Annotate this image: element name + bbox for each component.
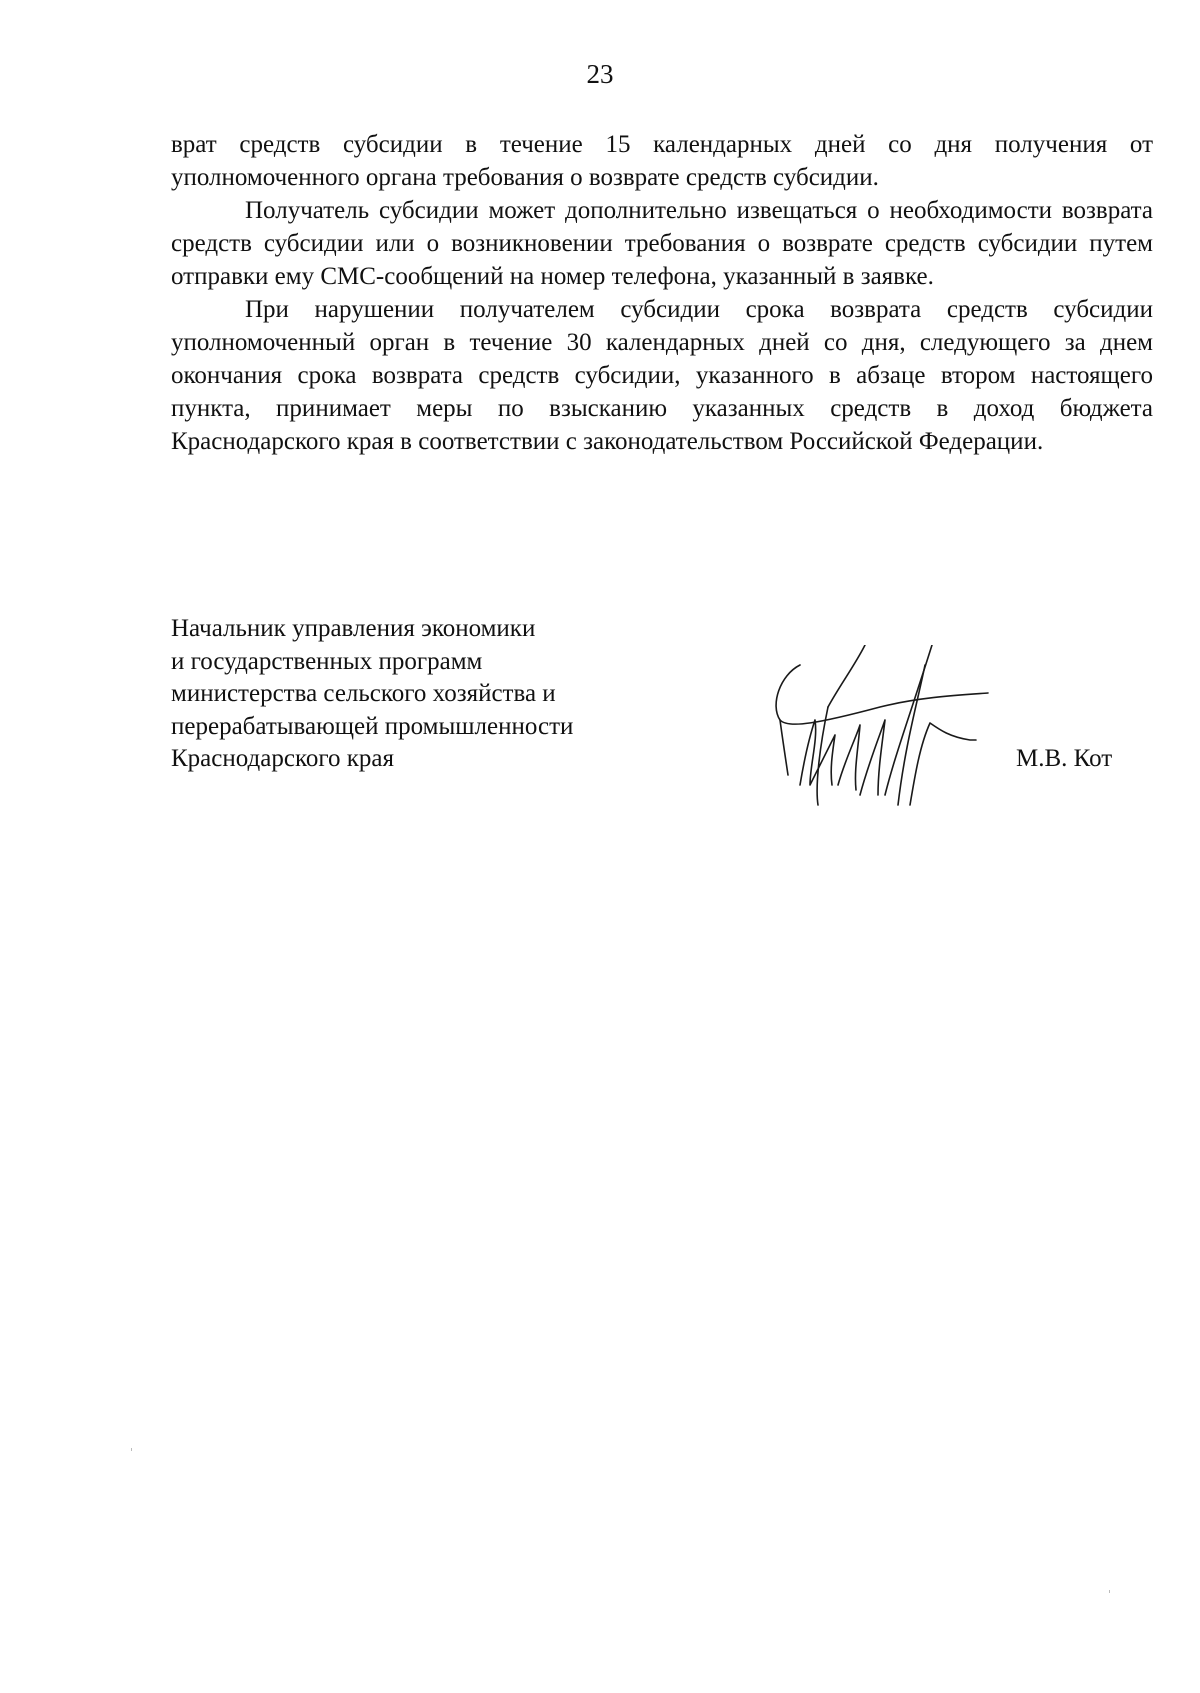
signer-position — [171, 613, 691, 776]
signer-position-line: Краснодарского края — [171, 745, 394, 772]
page-number: 23 — [586, 59, 614, 89]
scan-artifact — [1109, 1590, 1110, 1593]
signer-position-line: министерства сельского хозяйства и — [171, 680, 556, 707]
signer-position-line: перерабатывающей промышленности — [171, 712, 574, 740]
signer-name: М.В. Кот — [1016, 745, 1113, 772]
signature-block — [171, 613, 1153, 833]
paragraph-sms-notification: Получатель субсидии может дополнительно извещаться о необходимости возврата средств субсидии или о возникновении требования о возврате средств субсидии путем отправки ему СМС-сообщений на номер телефона, указанный в заявке. — [171, 197, 1153, 290]
paragraph-violation-measures: При нарушении получателем субсидии срока возврата средств субсидии уполномоченный орган в течение 30 календарных дней со дня, следующего за днем окончания срока возврата средств субсидии, указанного в абзаце втором настоящего пункта, принимает меры по взысканию указанных средств в доход бюджета Краснодарского края в соответствии с законодательством Российской Федерации. — [171, 296, 1153, 455]
paragraph-continuation: врат средств субсидии в течение 15 календарных дней со дня получения от уполномоченного органа требования о возврате средств субсидии. — [171, 131, 1153, 191]
document-body — [171, 128, 1153, 458]
signer-position-line: Начальник управления экономики — [171, 615, 536, 642]
handwritten-signature — [760, 645, 1010, 825]
scan-artifact — [131, 1448, 132, 1451]
signer-position-line: и государственных программ — [171, 647, 483, 675]
